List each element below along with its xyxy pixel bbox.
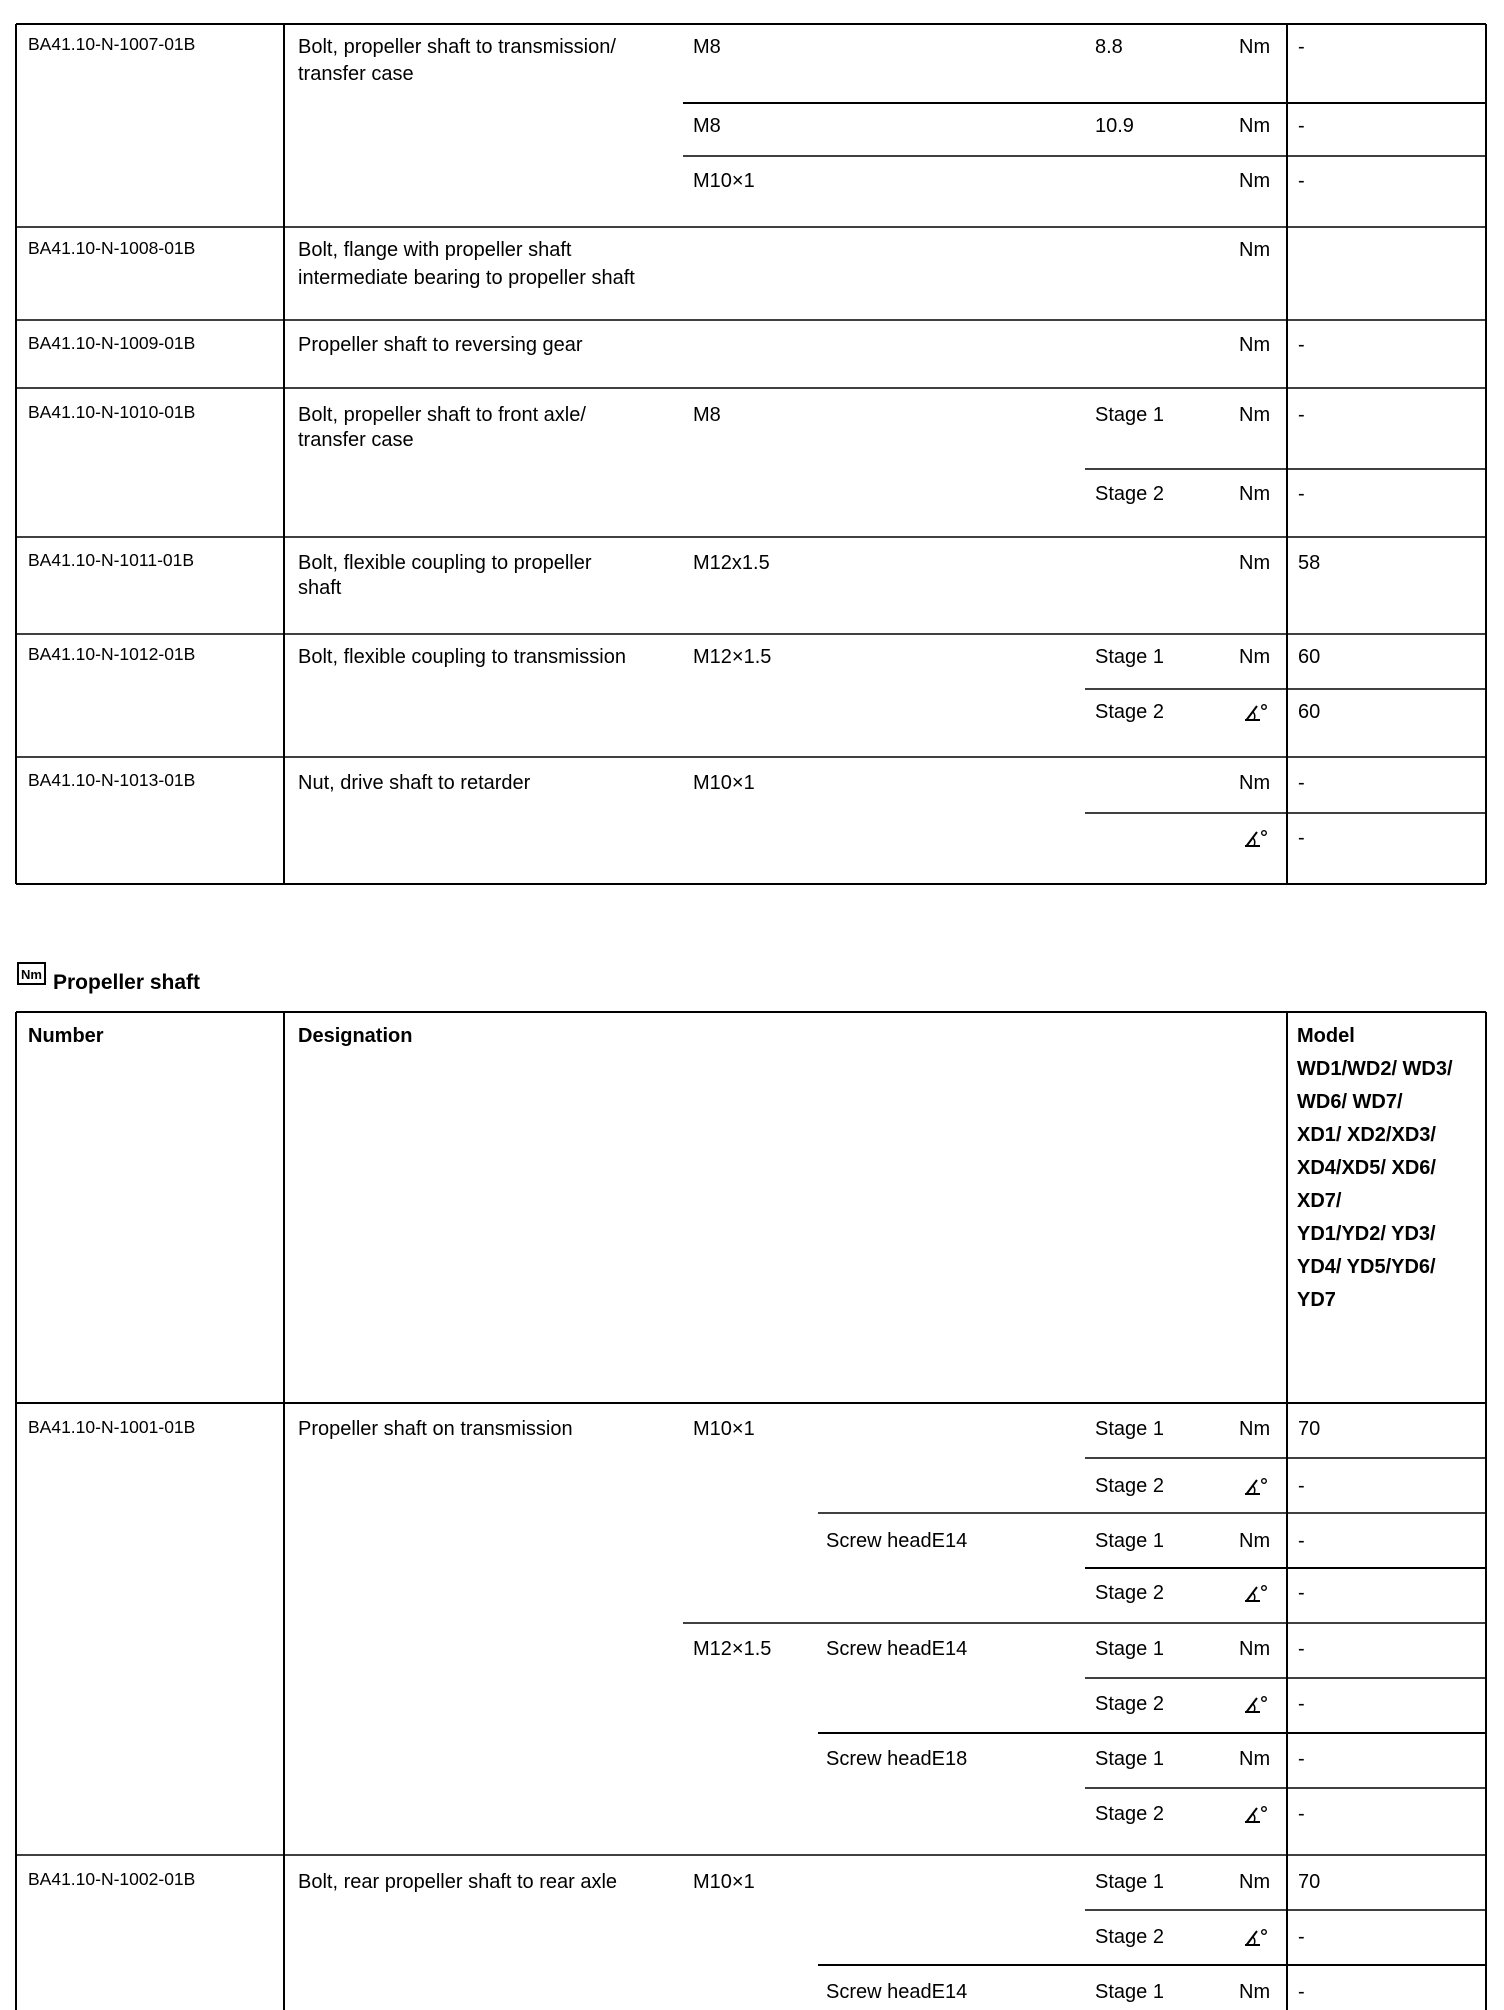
designation-line: Propeller shaft to reversing gear [298, 334, 583, 356]
tightening-stage: Stage 2 [1095, 483, 1164, 505]
thread-size: M8 [693, 115, 721, 137]
angle-icon [1245, 1697, 1266, 1712]
designation-line: transfer case [298, 429, 414, 451]
tightening-stage: Stage 1 [1095, 1871, 1164, 1893]
tightening-stage: Stage 2 [1095, 1693, 1164, 1715]
torque-value: - [1298, 1803, 1305, 1825]
torque-value: - [1298, 483, 1305, 505]
angle-icon [1245, 1930, 1266, 1945]
tightening-stage: Stage 1 [1095, 1981, 1164, 2003]
unit-nm: Nm [1239, 1418, 1271, 1440]
designation-line: Bolt, rear propeller shaft to rear axle [298, 1871, 618, 1893]
model-line: XD1/ XD2/XD3/ [1297, 1124, 1436, 1146]
unit-nm: Nm [1239, 1748, 1271, 1770]
part-number: BA41.10-N-1007-01B [28, 34, 196, 54]
tightening-stage: Stage 1 [1095, 1748, 1164, 1770]
torque-value: 70 [1298, 1871, 1321, 1893]
tightening-stage: Stage 1 [1095, 404, 1164, 426]
unit-nm: Nm [1239, 115, 1271, 137]
torque-table-continued [16, 24, 1486, 884]
thread-size: M12×1.5 [693, 646, 772, 668]
screw-head: Screw headE14 [826, 1981, 968, 2003]
tightening-stage: Stage 2 [1095, 1475, 1164, 1497]
model-line: Model [1297, 1025, 1355, 1047]
tightening-stage: Stage 1 [1095, 1638, 1164, 1660]
tightening-stage: Stage 2 [1095, 1926, 1164, 1948]
angle-icon [1245, 705, 1266, 720]
model-line: WD6/ WD7/ [1297, 1091, 1403, 1113]
thread-size: M10×1 [693, 1871, 755, 1893]
designation-line: transfer case [298, 63, 414, 85]
torque-value: - [1298, 334, 1305, 356]
torque-value: 60 [1298, 701, 1321, 723]
thread-size: M12x1.5 [693, 552, 770, 574]
angle-icon [1245, 1807, 1266, 1822]
torque-value: - [1298, 1475, 1305, 1497]
tightening-stage: Stage 1 [1095, 1418, 1164, 1440]
torque-value: - [1298, 1693, 1305, 1715]
unit-nm: Nm [1239, 1981, 1271, 2003]
tightening-stage: Stage 2 [1095, 1803, 1164, 1825]
torque-value: - [1298, 115, 1305, 137]
unit-nm: Nm [1239, 1871, 1271, 1893]
part-number: BA41.10-N-1002-01B [28, 1869, 196, 1889]
screw-head: Screw headE14 [826, 1530, 968, 1552]
angle-icon [1245, 831, 1266, 846]
thread-size: M10×1 [693, 170, 755, 192]
part-number: BA41.10-N-1011-01B [28, 550, 195, 570]
model-line: XD7/ [1297, 1190, 1342, 1212]
unit-nm: Nm [1239, 170, 1271, 192]
tightening-stage: Stage 2 [1095, 1582, 1164, 1604]
designation-line: Bolt, flexible coupling to propeller [298, 552, 592, 574]
tightening-stage: Stage 2 [1095, 701, 1164, 723]
section-heading [18, 963, 200, 994]
unit-nm: Nm [1239, 36, 1271, 58]
torque-nm-icon [18, 963, 45, 984]
tightening-stage: Stage 1 [1095, 1530, 1164, 1552]
part-number: BA41.10-N-1009-01B [28, 333, 196, 353]
designation-line: intermediate bearing to propeller shaft [298, 267, 635, 289]
model-line: XD4/XD5/ XD6/ [1297, 1157, 1436, 1179]
designation-line: Bolt, propeller shaft to transmission/ [298, 36, 616, 58]
torque-value: - [1298, 1748, 1305, 1770]
part-number: BA41.10-N-1010-01B [28, 402, 196, 422]
torque-nm-icon-label: Nm [21, 967, 42, 982]
angle-icon [1245, 1479, 1266, 1494]
thread-size: M10×1 [693, 772, 755, 794]
model-line: YD1/YD2/ YD3/ [1297, 1223, 1436, 1245]
column-header-number: Number [28, 1025, 104, 1047]
designation-line: Bolt, flange with propeller shaft [298, 239, 572, 261]
screw-head: Screw headE14 [826, 1638, 968, 1660]
torque-value: - [1298, 1926, 1305, 1948]
unit-nm: Nm [1239, 772, 1271, 794]
thread-size: M12×1.5 [693, 1638, 772, 1660]
designation-line: Nut, drive shaft to retarder [298, 772, 531, 794]
thread-size: M10×1 [693, 1418, 755, 1440]
part-number: BA41.10-N-1008-01B [28, 238, 196, 258]
unit-nm: Nm [1239, 1638, 1271, 1660]
unit-nm: Nm [1239, 334, 1271, 356]
tightening-stage: Stage 1 [1095, 646, 1164, 668]
section-title: Propeller shaft [53, 971, 201, 994]
torque-value: - [1298, 1981, 1305, 2003]
designation-line: Bolt, flexible coupling to transmission [298, 646, 626, 668]
torque-value: 60 [1298, 646, 1321, 668]
torque-value: - [1298, 1582, 1305, 1604]
unit-nm: Nm [1239, 483, 1271, 505]
torque-value: - [1298, 170, 1305, 192]
thread-size: M8 [693, 404, 721, 426]
angle-icon [1245, 1586, 1266, 1601]
torque-value: - [1298, 1530, 1305, 1552]
strength-grade: 10.9 [1095, 115, 1134, 137]
strength-grade: 8.8 [1095, 36, 1123, 58]
designation-line: Bolt, propeller shaft to front axle/ [298, 404, 586, 426]
part-number: BA41.10-N-1013-01B [28, 770, 196, 790]
torque-value: - [1298, 772, 1305, 794]
unit-nm: Nm [1239, 646, 1271, 668]
designation-line: shaft [298, 577, 342, 599]
column-header-model [1297, 1025, 1453, 1311]
torque-value: - [1298, 36, 1305, 58]
torque-value: - [1298, 1638, 1305, 1660]
model-line: WD1/WD2/ WD3/ [1297, 1058, 1453, 1080]
model-line: YD7 [1297, 1289, 1336, 1311]
unit-nm: Nm [1239, 1530, 1271, 1552]
unit-nm: Nm [1239, 552, 1271, 574]
torque-value: 58 [1298, 552, 1321, 574]
screw-head: Screw headE18 [826, 1748, 968, 1770]
thread-size: M8 [693, 36, 721, 58]
unit-nm: Nm [1239, 404, 1271, 426]
torque-value: - [1298, 827, 1305, 849]
unit-nm: Nm [1239, 239, 1271, 261]
part-number: BA41.10-N-1001-01B [28, 1417, 196, 1437]
designation-line: Propeller shaft on transmission [298, 1418, 573, 1440]
torque-value: - [1298, 404, 1305, 426]
model-line: YD4/ YD5/YD6/ [1297, 1256, 1436, 1278]
torque-value: 70 [1298, 1418, 1321, 1440]
part-number: BA41.10-N-1012-01B [28, 644, 196, 664]
propeller-shaft-table [16, 1012, 1486, 2010]
column-header-designation: Designation [298, 1025, 413, 1047]
